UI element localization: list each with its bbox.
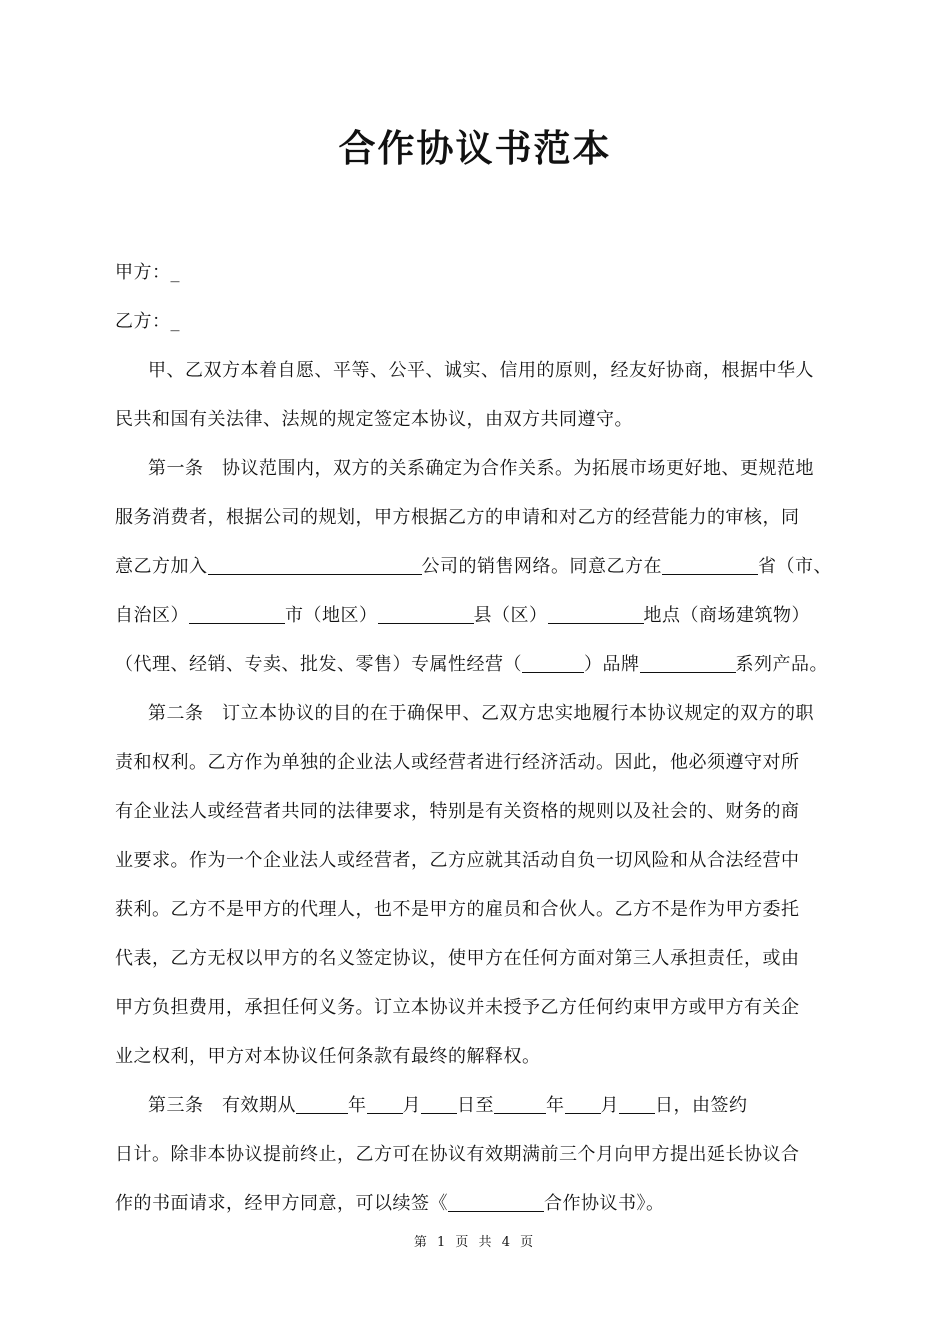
- text-segment: 作的书面请求，经甲方同意，可以续签《: [115, 1193, 448, 1214]
- party-b-line: 乙方：_: [115, 311, 180, 332]
- company-blank: [208, 556, 422, 575]
- start-year-blank: [296, 1095, 348, 1114]
- article-2-line: 业之权利，甲方对本协议任何条款有最终的解释权。: [115, 1046, 541, 1067]
- article-2-line: 获利。乙方不是甲方的代理人，也不是甲方的雇员和合伙人。乙方不是作为甲方委托: [115, 899, 800, 920]
- text-segment: 县（区）: [473, 605, 548, 626]
- text-segment: 市（地区）: [285, 605, 378, 626]
- text-segment: 公司的销售网络。同意乙方在: [421, 556, 662, 577]
- text-segment: （代理、经销、专卖、批发、零售）专属性经营（: [115, 654, 522, 675]
- party-a-line: 甲方：_: [115, 262, 180, 283]
- text-segment: 月: [600, 1095, 619, 1116]
- article-3-line: [115, 1179, 850, 1228]
- preamble-line: 民共和国有关法律、法规的规定签定本协议，由双方共同遵守。: [115, 409, 633, 430]
- preamble-line: 甲、乙双方本着自愿、平等、公平、诚实、信用的原则，经友好协商，根据中华人: [148, 360, 814, 381]
- text-segment: 意乙方加入: [115, 556, 208, 577]
- page-number-footer: 第 1 页 共 4 页: [413, 1235, 537, 1250]
- article-1-line: [115, 640, 850, 689]
- article-2-line: 有企业法人或经营者共同的法律要求，特别是有关资格的规则以及社会的、财务的商: [115, 801, 800, 822]
- location-blank: [548, 605, 644, 624]
- document-body: [115, 248, 850, 1228]
- province-blank: [662, 556, 758, 575]
- article-1-line: 服务消费者，根据公司的规划，甲方根据乙方的申请和对乙方的经营能力的审核，同: [115, 507, 800, 528]
- text-segment: 第三条 有效期从: [148, 1095, 296, 1116]
- text-segment: 省（市、: [758, 556, 832, 577]
- text-segment: 系列产品。: [735, 654, 828, 675]
- text-segment: 地点（商场建筑物）: [643, 605, 810, 626]
- article-1-line: [115, 542, 850, 591]
- city-blank: [189, 605, 285, 624]
- text-segment: 月: [402, 1095, 421, 1116]
- brand-blank: [640, 654, 736, 673]
- article-3-line: [115, 1081, 850, 1130]
- text-segment: 合作协议书》。: [544, 1193, 665, 1214]
- text-segment: 日至: [457, 1095, 494, 1116]
- article-2-line: 业要求。作为一个企业法人或经营者，乙方应就其活动自负一切风险和从合法经营中: [115, 850, 800, 871]
- start-day-blank: [421, 1095, 457, 1114]
- text-segment: 日，由签约: [655, 1095, 748, 1116]
- text-segment: 年: [348, 1095, 367, 1116]
- document-title: 合作协议书范本: [338, 126, 612, 170]
- article-2-line: 代表，乙方无权以甲方的名义签定协议，使甲方在任何方面对第三人承担责任，或由: [115, 948, 800, 969]
- article-1-line: 第一条 协议范围内，双方的关系确定为合作关系。为拓展市场更好地、更规范地: [148, 458, 814, 479]
- article-2-line: 甲方负担费用，承担任何义务。订立本协议并未授予乙方任何约束甲方或甲方有关企: [115, 997, 800, 1018]
- county-blank: [378, 605, 474, 624]
- text-segment: 年: [546, 1095, 565, 1116]
- article-2-line: 责和权利。乙方作为单独的企业法人或经营者进行经济活动。因此，他必须遵守对所: [115, 752, 800, 773]
- end-month-blank: [565, 1095, 601, 1114]
- business-type-blank: [522, 654, 584, 673]
- article-3-line: 日计。除非本协议提前终止，乙方可在协议有效期满前三个月向甲方提出延长协议合: [115, 1144, 800, 1165]
- text-segment: 自治区）: [115, 605, 189, 626]
- agreement-name-blank: [448, 1193, 544, 1212]
- text-segment: ）品牌: [584, 654, 640, 675]
- end-day-blank: [619, 1095, 655, 1114]
- article-2-line: 第二条 订立本协议的目的在于确保甲、乙双方忠实地履行本协议规定的双方的职: [148, 703, 814, 724]
- end-year-blank: [494, 1095, 546, 1114]
- article-1-line: [115, 591, 850, 640]
- start-month-blank: [367, 1095, 403, 1114]
